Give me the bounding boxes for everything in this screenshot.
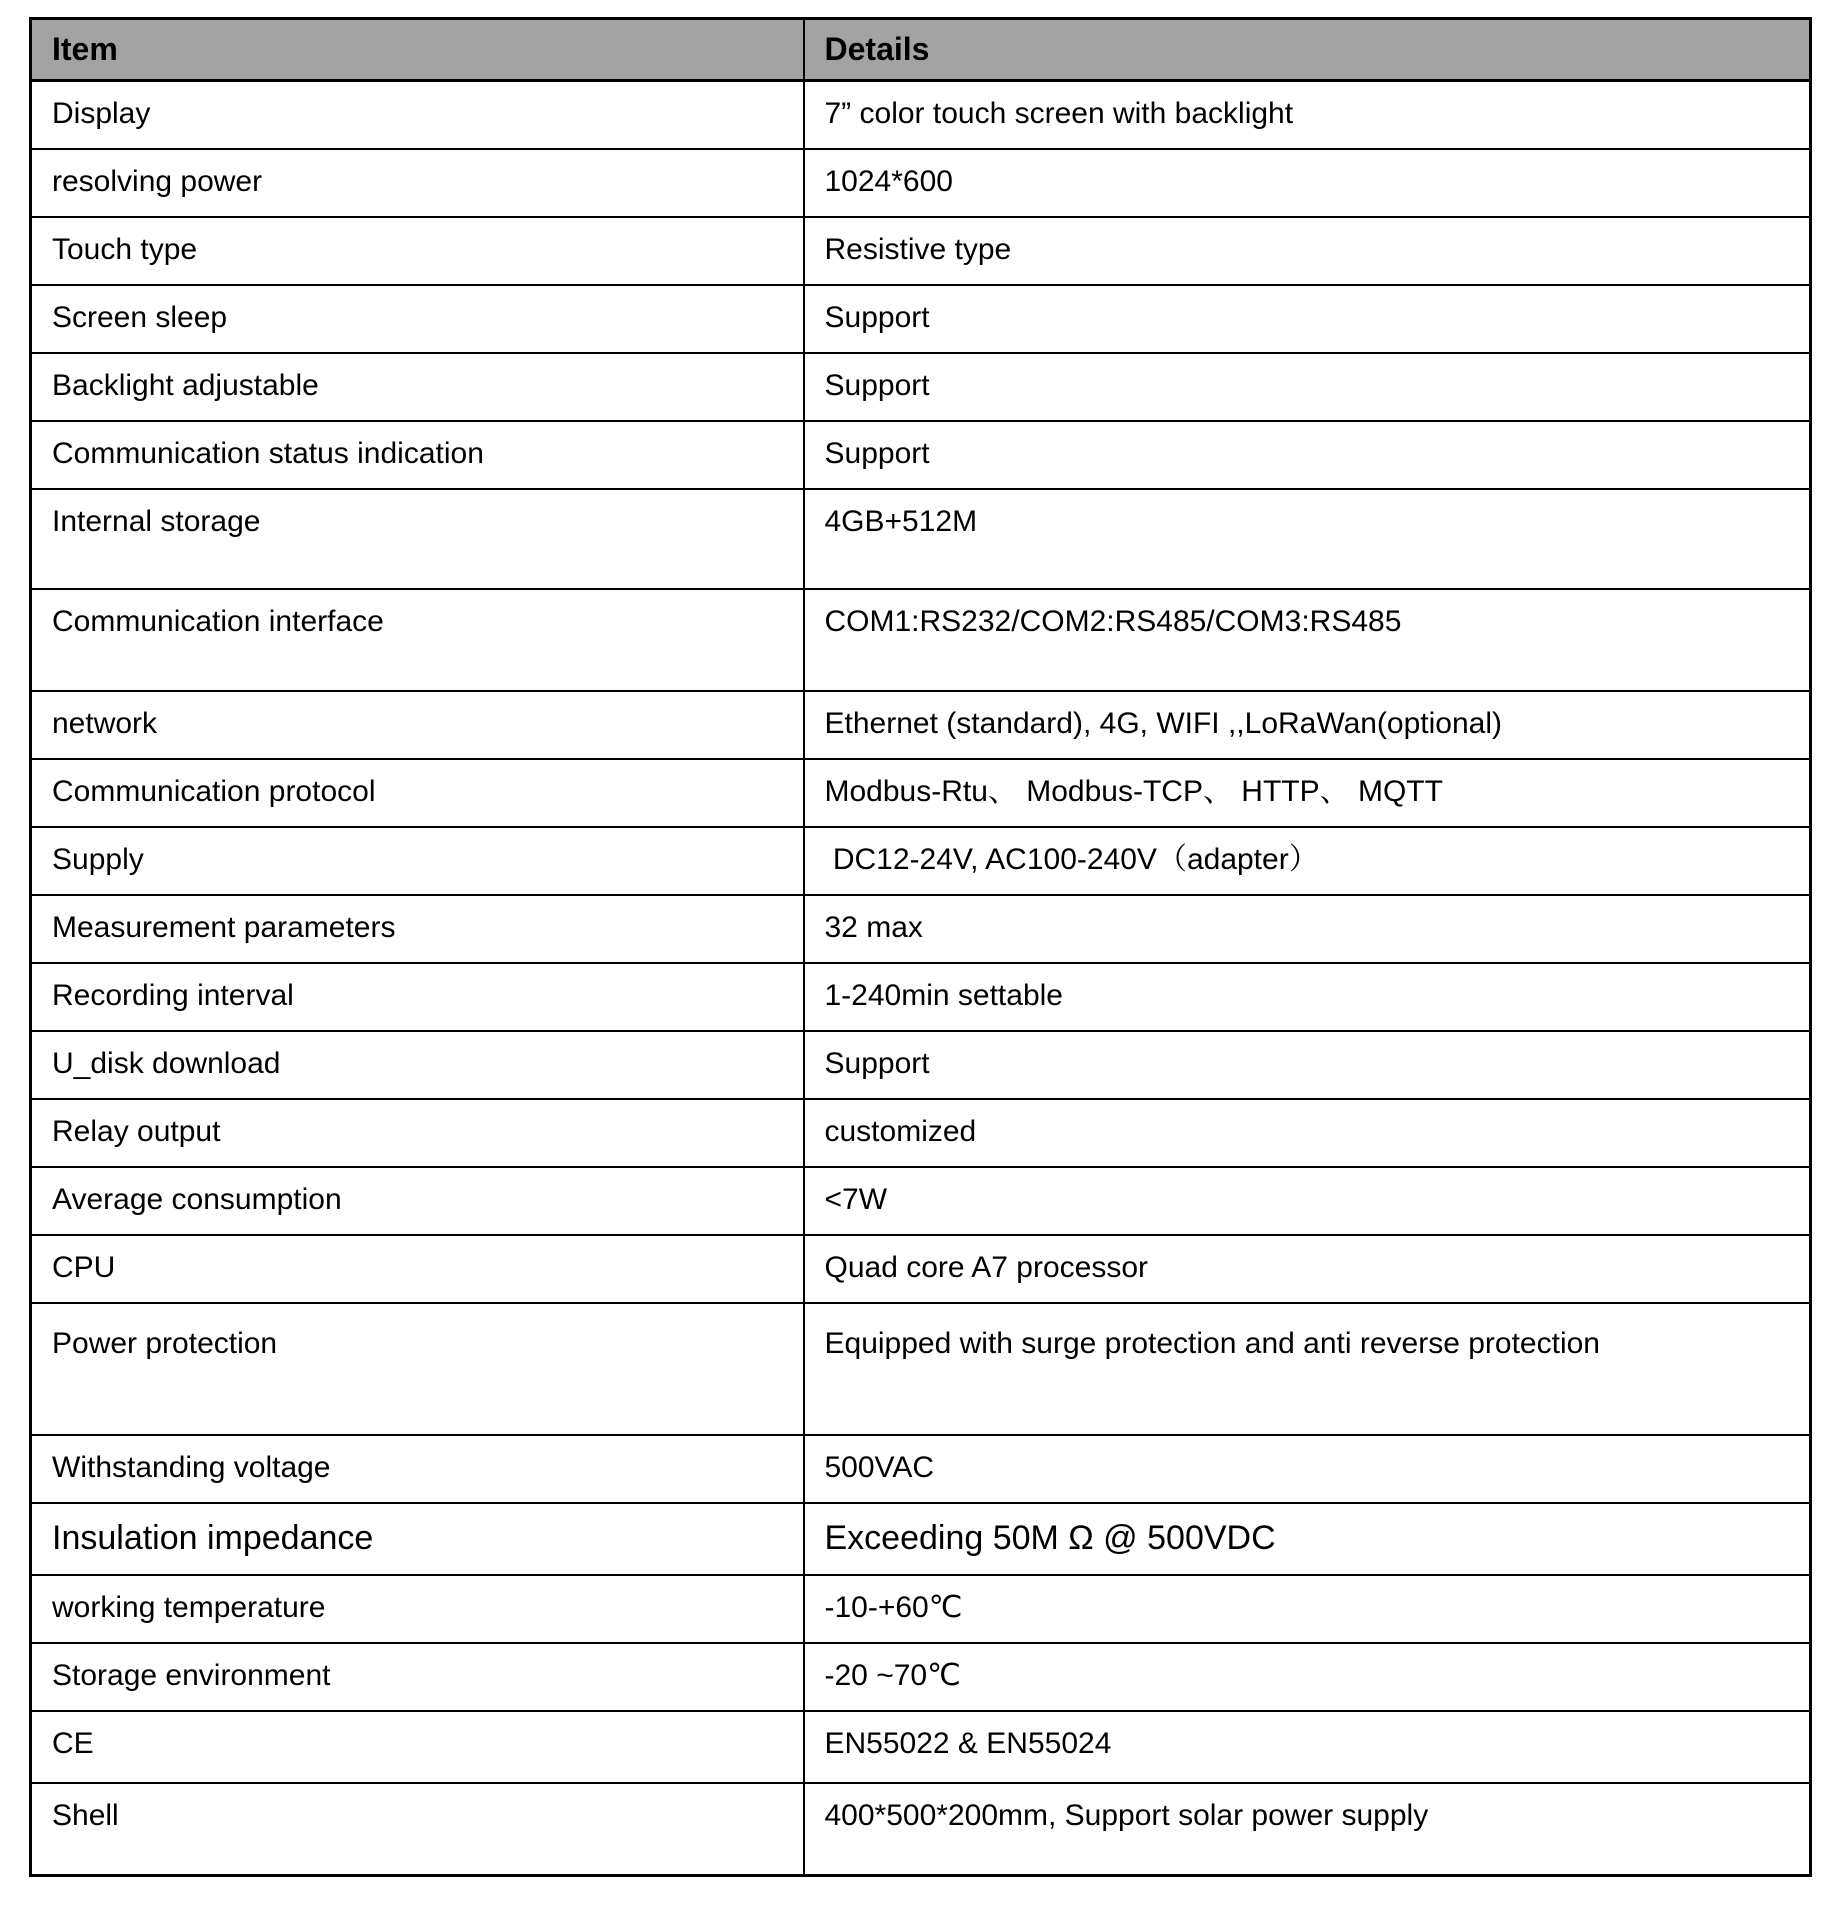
table-row — [31, 81, 1811, 149]
table-row — [31, 1711, 1811, 1783]
details-cell: Support — [804, 285, 1811, 353]
table-row — [31, 1303, 1811, 1435]
details-cell: Support — [804, 1031, 1811, 1099]
details-cell: Ethernet (standard), 4G, WIFI ,,LoRaWan(optional) — [804, 691, 1811, 759]
table-row — [31, 827, 1811, 895]
item-cell: resolving power — [31, 149, 804, 217]
details-cell: Support — [804, 353, 1811, 421]
details-cell: 32 max — [804, 895, 1811, 963]
item-cell: Insulation impedance — [31, 1503, 804, 1575]
details-cell: Exceeding 50M Ω @ 500VDC — [804, 1503, 1811, 1575]
table-row — [31, 285, 1811, 353]
item-cell: Communication interface — [31, 589, 804, 691]
details-cell: -20 ~70℃ — [804, 1643, 1811, 1711]
header-row — [31, 19, 1811, 81]
table-row — [31, 1235, 1811, 1303]
details-cell: DC12-24V, AC100-240V（adapter） — [804, 827, 1811, 895]
item-cell: Power protection — [31, 1303, 804, 1435]
table-row — [31, 217, 1811, 285]
table-row — [31, 1167, 1811, 1235]
item-cell: Display — [31, 81, 804, 149]
header-cell-item: Item — [31, 19, 804, 81]
item-cell: CE — [31, 1711, 804, 1783]
item-cell: network — [31, 691, 804, 759]
item-cell: Measurement parameters — [31, 895, 804, 963]
spec-table — [29, 17, 1812, 1877]
table-row — [31, 421, 1811, 489]
table-row — [31, 895, 1811, 963]
item-cell: Communication protocol — [31, 759, 804, 827]
details-cell: 1-240min settable — [804, 963, 1811, 1031]
item-cell: Backlight adjustable — [31, 353, 804, 421]
details-cell: customized — [804, 1099, 1811, 1167]
details-cell: Equipped with surge protection and anti reverse protection — [804, 1303, 1811, 1435]
item-cell: Supply — [31, 827, 804, 895]
details-cell: 400*500*200mm, Support solar power supply — [804, 1783, 1811, 1876]
details-cell: Modbus-Rtu、 Modbus-TCP、 HTTP、 MQTT — [804, 759, 1811, 827]
item-cell: Internal storage — [31, 489, 804, 589]
details-cell: Support — [804, 421, 1811, 489]
details-cell: Quad core A7 processor — [804, 1235, 1811, 1303]
table-row — [31, 353, 1811, 421]
details-cell: EN55022 & EN55024 — [804, 1711, 1811, 1783]
item-cell: CPU — [31, 1235, 804, 1303]
item-cell: working temperature — [31, 1575, 804, 1643]
item-cell: Relay output — [31, 1099, 804, 1167]
item-cell: Withstanding voltage — [31, 1435, 804, 1503]
table-row — [31, 149, 1811, 217]
details-cell: -10-+60℃ — [804, 1575, 1811, 1643]
table-row — [31, 489, 1811, 589]
item-cell: Recording interval — [31, 963, 804, 1031]
details-cell: COM1:RS232/COM2:RS485/COM3:RS485 — [804, 589, 1811, 691]
details-cell: 1024*600 — [804, 149, 1811, 217]
table-row — [31, 1435, 1811, 1503]
item-cell: Communication status indication — [31, 421, 804, 489]
table-row — [31, 1643, 1811, 1711]
header-cell-details: Details — [804, 19, 1811, 81]
table-row — [31, 759, 1811, 827]
table-row — [31, 1575, 1811, 1643]
item-cell: Shell — [31, 1783, 804, 1876]
details-cell: 4GB+512M — [804, 489, 1811, 589]
item-cell: U_disk download — [31, 1031, 804, 1099]
spec-table-body — [31, 81, 1811, 1876]
table-row — [31, 589, 1811, 691]
details-cell: 7” color touch screen with backlight — [804, 81, 1811, 149]
table-row — [31, 1783, 1811, 1876]
table-row — [31, 1099, 1811, 1167]
table-row — [31, 691, 1811, 759]
item-cell: Touch type — [31, 217, 804, 285]
details-cell: 500VAC — [804, 1435, 1811, 1503]
item-cell: Storage environment — [31, 1643, 804, 1711]
item-cell: Screen sleep — [31, 285, 804, 353]
details-cell: Resistive type — [804, 217, 1811, 285]
details-cell: <7W — [804, 1167, 1811, 1235]
item-cell: Average consumption — [31, 1167, 804, 1235]
table-row — [31, 1503, 1811, 1575]
table-row — [31, 1031, 1811, 1099]
table-row — [31, 963, 1811, 1031]
